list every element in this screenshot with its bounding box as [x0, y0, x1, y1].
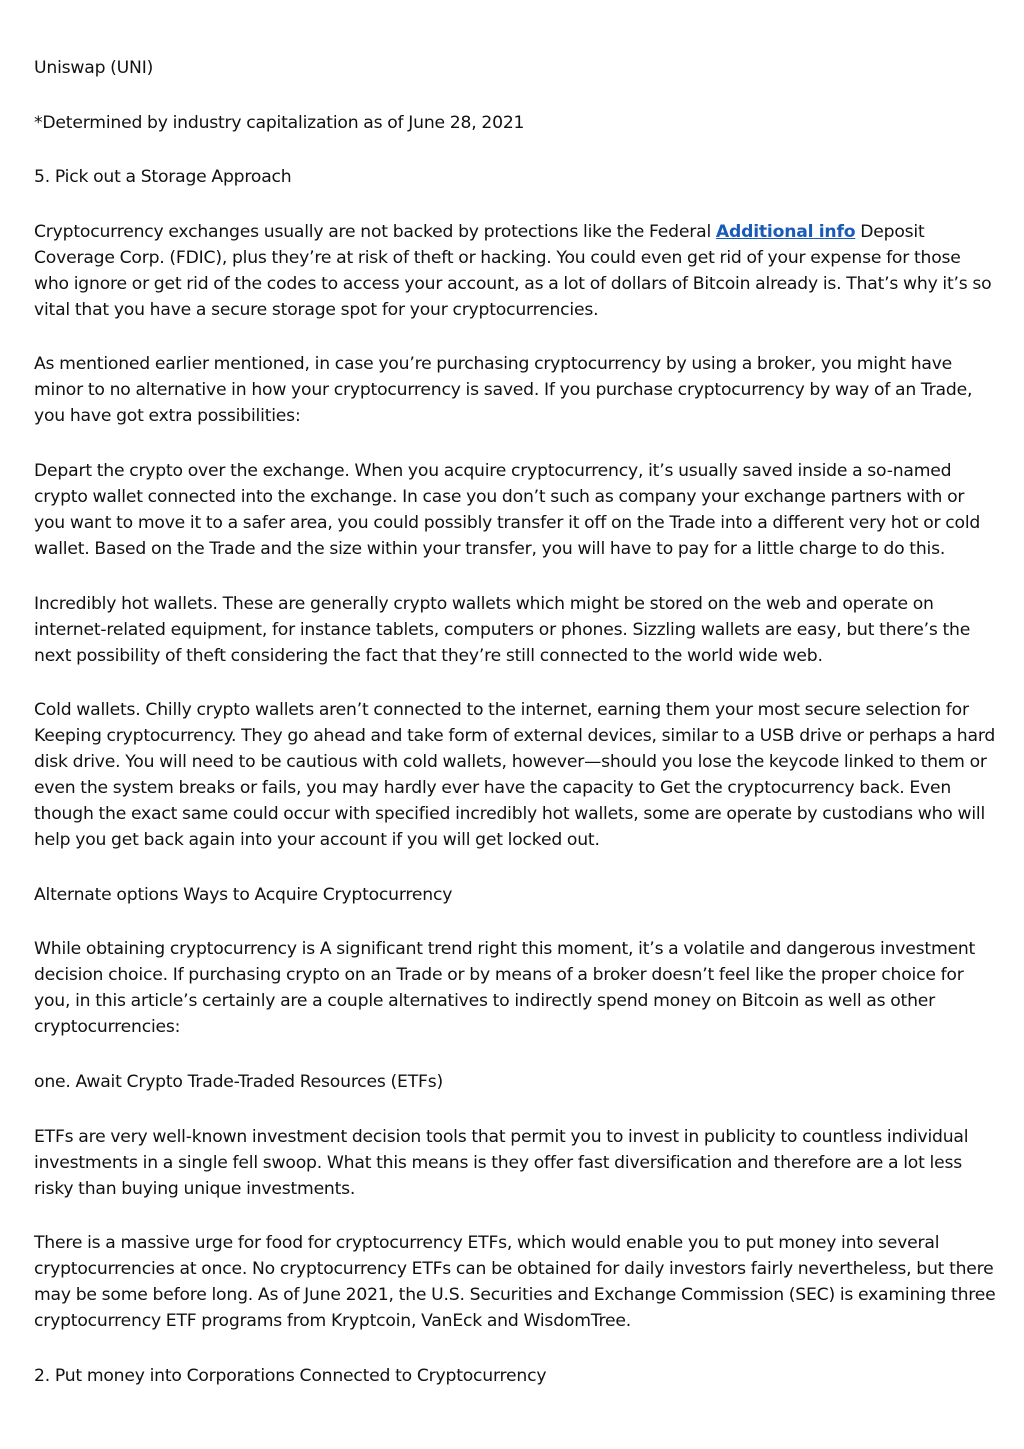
paragraph-hot-wallets: Incredibly hot wallets. These are generally crypto wallets which might be stored on the web and operate on internet-related equipment, for instance tablets, computers or phones. Sizzling wallets are easy, but there’s the next possibility of theft considering the fact that they’re still connected to the world wide web. [34, 593, 971, 666]
heading-crypto-etfs: one. Await Crypto Trade-Traded Resources (ETFs) [34, 1071, 443, 1092]
heading-storage-approach: 5. Pick out a Storage Approach [34, 167, 292, 188]
heading-crypto-corporations: 2. Put money into Corporations Connected to Cryptocurrency [34, 1365, 547, 1386]
paragraph-text-before-link: Cryptocurrency exchanges usually are not backed by protections like the Federal [34, 221, 716, 242]
document-body [34, 55, 996, 1417]
paragraph-uniswap: Uniswap (UNI) [34, 58, 154, 78]
additional-info-link[interactable]: Additional info [715, 221, 856, 242]
heading-alternate-options: Alternate options Ways to Acquire Cryptocurrency [34, 884, 453, 905]
paragraph-capitalization-note: *Determined by industry capitalization as of June 28, 2021 [34, 112, 525, 133]
paragraph-etf-demand: There is a massive urge for food for cryptocurrency ETFs, which would enable you to put money into several cryptocurrencies at once. No cryptocurrency ETFs can be obtained for daily investors fairly nevertheless, but there may be some before long. As of June 2021, the U.S. Securities and Exchange Commission (SEC) is examining three cryptocurrency ETF programs from Kryptcoin, VanEck and WisdomTree. [34, 1233, 996, 1332]
paragraph-leave-on-exchange: Depart the crypto over the exchange. When you acquire cryptocurrency, it’s usually saved inside a so-named crypto wallet connected into the exchange. In case you don’t such as company your exchange partners with or you want to move it to a safer area, you could possibly transfer it off on the Trade into a different very hot or cold wallet. Based on the Trade and the size within your transfer, you will have to pay for a little charge to do this. [34, 460, 981, 559]
paragraph-broker-options: As mentioned earlier mentioned, in case you’re purchasing cryptocurrency by using a broker, you might have minor to no alternative in how your cryptocurrency is saved. If you purchase cryptocurrency by way of an Trade, you have got extra possibilities: [34, 354, 973, 427]
paragraph-text-after-link: Deposit Coverage Corp. (FDIC), plus they’re at risk of theft or hacking. You could even get rid of your expense for those who ignore or get rid of the codes to access your account, as a lot of dollars of Bitcoin already is. That’s why it’s so vital that you have a secure storage spot for your cryptocurrencies. [34, 221, 992, 320]
paragraph-exchange-protections [34, 219, 996, 323]
paragraph-cold-wallets: Cold wallets. Chilly crypto wallets aren’t connected to the internet, earning them your most secure selection for Keeping cryptocurrency. They go ahead and take form of external devices, similar to a USB drive or perhaps a hard disk drive. You will need to be cautious with cold wallets, however—should you lose the keycode linked to them or even the system breaks or fails, you may hardly ever have the capacity to Get the cryptocurrency back. Even though the exact same could occur with specified incredibly hot wallets, some are operate by custodians who will help you get back again into your account if you will get locked out. [34, 700, 996, 851]
paragraph-etfs-explained: ETFs are very well-known investment decision tools that permit you to invest in publicity to countless individual investments in a single fell swoop. What this means is they offer fast diversification and therefore are a lot less risky than buying unique investments. [34, 1126, 969, 1199]
paragraph-volatile-investment: While obtaining cryptocurrency is A significant trend right this moment, it’s a volatile and dangerous investment decision choice. If purchasing crypto on an Trade or by means of a broker doesn’t feel like the proper choice for you, in this article’s certainly are a couple alternatives to indirectly spend money on Bitcoin as well as other cryptocurrencies: [34, 939, 976, 1038]
